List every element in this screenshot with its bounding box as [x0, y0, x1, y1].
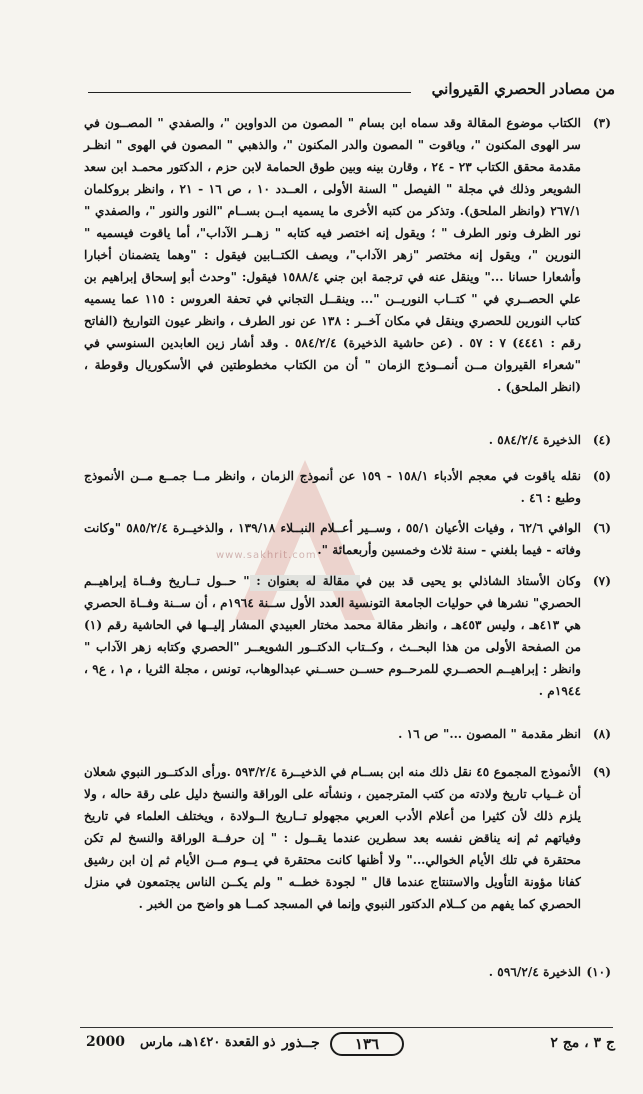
footnote-9 — [84, 761, 611, 961]
footnote-number: (٣) — [592, 116, 611, 130]
footnote-text: الذخيرة ٥٨٤/٢/٤ . — [488, 433, 581, 447]
footnote-number: (٥) — [592, 469, 611, 483]
footer-date: ذو القعدة ١٤٢٠هـ، مارس — [140, 1035, 276, 1050]
footnote-text: نقله ياقوت في معجم الأدباء ١٥٨/١ - ١٥٩ عن أنموذج الزمان ، وانظر مــا جمــع مــن الأنموذج وطبع : ٤٦ . — [84, 469, 582, 505]
footnote-number: (١٠) — [586, 965, 611, 979]
footnote-8 — [84, 723, 611, 761]
watermark-url: www.sakhrit.com — [216, 550, 317, 561]
footnote-5 — [84, 465, 611, 517]
footnote-number: (٤) — [592, 433, 611, 447]
footnote-number: (٧) — [592, 574, 611, 588]
footnote-10 — [84, 961, 611, 991]
footnote-4 — [84, 429, 611, 465]
footnote-text: الذخيرة ٥٩٦/٢/٤ . — [488, 965, 581, 979]
footnote-3 — [84, 112, 611, 429]
footnote-text: انظر مقدمة " المصون ..." ص ١٦ . — [398, 727, 581, 741]
footer-rule — [80, 1027, 613, 1028]
page-footer — [0, 1032, 643, 1062]
footnote-text: وكان الأستاذ الشاذلي بو يحيى قد بين في مقالة له بعنوان : " حــول تــاريخ وفــاة إبراهيــم الحصري" نشرها في حوليات الجامعة التونسية العدد الأول ســنة ١٩٦٤م ، أن ســنة وفــاة الحصري هي ٤١٣هـ ، وليس ٤٥٣هـ ، وانظر مقالة محمد مختار العبيدي المشار إليــها في الحاشية رقم (١) من الصفحة الأولى من هذا البحــث ، وكــتاب الدكتــور الشويعــر "الحصري وكتابه زهر الآداب " وانظر : إبراهيــم الحصــري للمرحــوم حســن حســني عبدالوهاب، تونس ، مجلة الثريا ، م١ ، ع٩ ، ١٩٤٤م . — [84, 574, 581, 698]
footnote-number: (٨) — [592, 727, 611, 741]
footer-magazine-name: جــذور — [282, 1035, 320, 1051]
footnote-text: الوافي ٦٢/٦ ، وفيات الأعيان ٥٥/١ ، وســير أعــلام النبــلاء ١٣٩/١٨ ، والذخيــرة ٥٨٥/٢/٤ "وكانت وفاته - فيما بلغني - سنة ثلاث وخمسين وأربعمائة ". — [84, 521, 581, 557]
footnote-7 — [84, 570, 611, 723]
footer-year: 2000 — [86, 1034, 125, 1050]
footnote-number: (٦) — [592, 521, 611, 535]
running-header-title: من مصادر الحصري القيرواني — [431, 80, 615, 98]
header-rule — [88, 92, 411, 93]
footnote-number: (٩) — [592, 765, 611, 779]
footnote-6 — [84, 517, 611, 570]
footer-volume: ج ٣ ، مج ٢ — [550, 1035, 615, 1051]
footnote-text: الأنموذج المجموع ٤٥ نقل ذلك منه ابن بســام في الذخيــرة ٥٩٣/٢/٤ .ورأى الدكتــور النبوي شعلان أن غــياب تاريخ ولادته من كتب المترجمين ، ونشأته على الوراقة والنسخ دليل على رقة حاله ، ولا يلزم ذلك لأن كثيرا من أعلام الأدب العربي مجهولو تــاريخ الــولادة ، ويختلف العلماء في تاريخ وفياتهم ثم إنه يناقض نفسه بعد سطرين عندما يقــول : " إن حرفــة الوراقة والنسخ لم تكن محتقرة في تلك الأيام الخوالي..." ولا أظنها كانت محتقرة في يــوم مــن الأيام ثم إن ابن رشيق كفانا مؤونة التأويل والاستنتاج عندما قال " لجودة خطــه " ولم يكــن الناس يجتمعون في منزل الحصري كما يفهم من كــلام الدكتور النبوي وإنما في المسجد كمــا هو واضح من الخبر . — [84, 765, 581, 911]
page-number-badge: ١٣٦ — [330, 1032, 404, 1056]
footnote-text: الكتاب موضوع المقالة وقد سماه ابن بسام " المصون من الدواوين "، والصفدي " المصــون في سر الهوى المكنون "، وياقوت " المصون والدر المكنون "، والذهبي " المصون في الهوى " انظـر مقدمة محقق الكتاب ٢٣ - ٢٤ ، وقارن بينه وبين طوق الحمامة لابن حزم ، الدكتور محمـد ابن سعد الشويعر وذلك في مجلة " الفيصل " السنة الأولى ، العــدد ١٠ ، ص ١٦ - ٢١ ، وانظر بروكلمان ٢٦٧/١ (وانظر الملحق). وتذكر من كتبه الأخرى ما يسميه ابــن بســام "النور والنور "، والصفدي " نور الظرف ونور الطرف " ؛ ويقول إنه اختصر فيه كتابه " زهــر الآداب"، أما ياقوت فيسميه " النورين "، ويقول إنه مختصر "زهر الآداب"، ويصف الكتــابين فيقول : "وهما يتضمنان أخبارا وأشعارا حسانا ..." وينقل عنه في ترجمة ابن جني ١٥٨٨/٤ فيقول: "وحدث أبو إسحاق إبراهيم بن علي الحصــري في " كتــاب النوريــن "... وينقــل التجاني في تحفة العروس : ١١٥ عما يسميه كتاب النورين للحصري وينقل في مكان آخــر : ١٣٨ عن نور الطرف ، وانظر عيون التواريخ (الفاتح رقم : ٤٤٤١) ٧ : ٥٧ . (عن حاشية الذخيرة) ٥٨٤/٢/٤ . وقد أشار زين العابدين السنوسي في "شعراء القيروان مــن أنمــوذج الزمان " أن من الكتاب مخطوطتين في الأسكوريال وقوطة ، (انظر الملحق) . — [84, 116, 582, 394]
footnotes-list — [84, 112, 611, 991]
